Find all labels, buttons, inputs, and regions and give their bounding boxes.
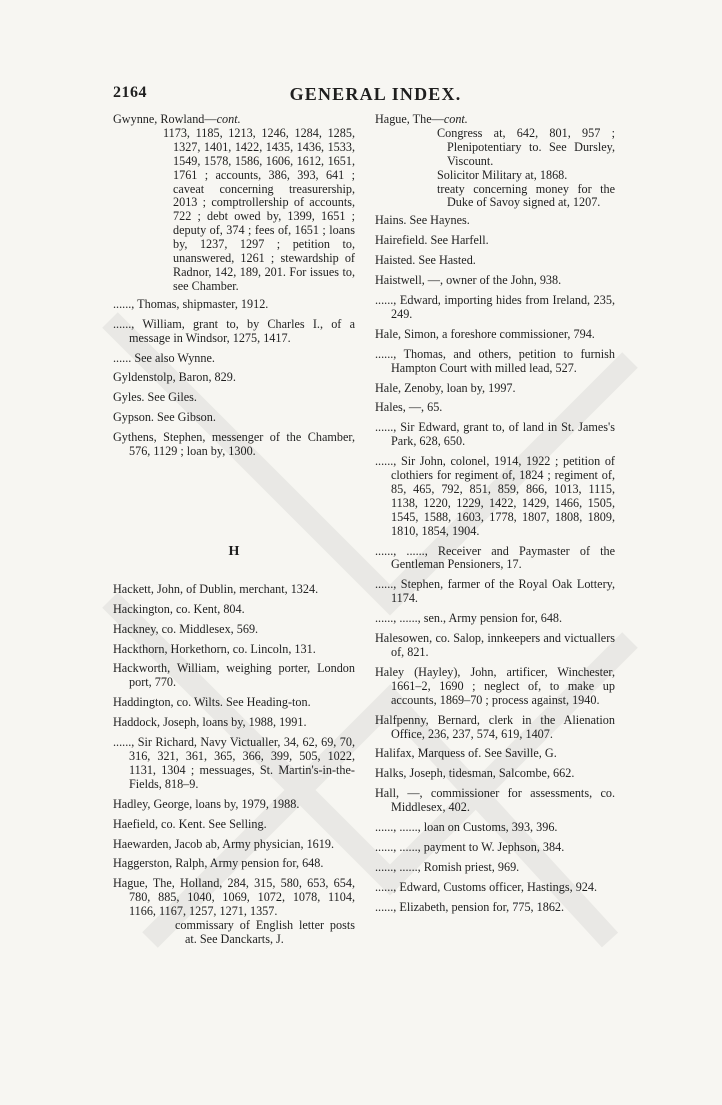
- index-entry: ......, ......, Receiver and Paymaster of the Gentleman Pensioners, 17.: [375, 543, 615, 572]
- index-entry: Hall, —, commissioner for assessments, co. Middlesex, 402.: [375, 786, 615, 815]
- index-entry: Gythens, Stephen, messenger of the Chamber, 576, 1129 ; loan by, 1300.: [113, 430, 355, 459]
- sub-entry: treaty concerning money for the Duke of Savoy signed at, 1207.: [437, 181, 615, 210]
- index-entry: Halks, Joseph, tidesman, Salcombe, 662.: [375, 766, 575, 781]
- index-entry: Halifax, Marquess of. See Saville, G.: [375, 746, 557, 761]
- index-entry: ......, ......, payment to W. Jephson, 384.: [375, 839, 565, 854]
- index-entry: Hains. See Haynes.: [375, 213, 470, 228]
- index-entry: ......, ......, Romish priest, 969.: [375, 859, 520, 874]
- index-entry: Haefield, co. Kent. See Selling.: [113, 816, 267, 831]
- index-entry: Hales, —, 65.: [375, 400, 443, 415]
- index-entry: Hackett, John, of Dublin, merchant, 1324.: [113, 581, 319, 596]
- index-entry: Hague, The, Holland, 284, 315, 580, 653, 654, 780, 885, 1040, 1069, 1072, 1078, 1104, 1166, 1167, 1257, 1271, 1357. commissary of English letter posts at. See Danckarts, J.: [113, 876, 355, 946]
- right-column: [375, 113, 615, 921]
- index-entry: ......, William, grant to, by Charles I., of a message in Windsor, 1275, 1417.: [113, 316, 355, 345]
- index-entry: ......, Sir John, colonel, 1914, 1922 ; petition of clothiers for regiment of, 1824 ; regiment of, 85, 465, 792, 851, 859, 866, 1013, 1115, 1138, 1220, 1229, 1422, 1429, 1466, 1505, 1545, 1588, 1603, 1778, 1807, 1808, 1809, 1810, 1854, 1904.: [375, 454, 615, 538]
- index-entry: Hackney, co. Middlesex, 569.: [113, 621, 259, 636]
- index-entry: ......, ......, loan on Customs, 393, 396.: [375, 820, 558, 835]
- sub-entry: commissary of English letter posts at. See Danckarts, J.: [175, 918, 355, 946]
- index-entry: ......, Edward, Customs officer, Hastings, 924.: [375, 879, 598, 894]
- index-entry: Haddington, co. Wilts. See Heading-ton.: [113, 695, 311, 710]
- index-entry: Gwynne, Rowland—cont. 1173, 1185, 1213, 1246, 1284, 1285, 1327, 1401, 1422, 1435, 1436, 1533, 1549, 1578, 1586, 1606, 1612, 1651, 1761 ; accounts, 386, 393, 641 ; caveat concerning treasurership, 2013 ; comptrollership of accounts, 722 ; debt owed by, 1399, 1651 ; deputy of, 374 ; fees of, 1651 ; loans by, 1237, 1297 ; petition to, unanswered, 1261 ; stewardship of Radnor, 142, 189, 201. For issues to, see Chamber.: [113, 112, 355, 293]
- index-entry: ......, Elizabeth, pension for, 775, 1862.: [375, 899, 565, 914]
- index-entry: Hale, Zenoby, loan by, 1997.: [375, 380, 516, 395]
- running-title: GENERAL INDEX.: [289, 84, 462, 104]
- index-entry: Hale, Simon, a foreshore commissioner, 794.: [375, 326, 595, 341]
- section-letter: H: [228, 543, 240, 559]
- index-entry: ......, Stephen, farmer of the Royal Oak Lottery, 1174.: [375, 577, 615, 606]
- sub-entry: Solicitor Military at, 1868.: [437, 167, 568, 182]
- index-entry: Halesowen, co. Salop, innkeepers and victuallers of, 821.: [375, 631, 615, 659]
- left-column: [113, 113, 355, 953]
- page-number: 2164: [113, 84, 147, 101]
- index-entry: Gypson. See Gibson.: [113, 410, 216, 425]
- index-entry: ...... See also Wynne.: [113, 350, 215, 365]
- index-entry: Haisted. See Hasted.: [375, 253, 476, 268]
- index-entry: Gyldenstolp, Baron, 829.: [113, 370, 236, 385]
- index-entry: ......, Edward, importing hides from Ireland, 235, 249.: [375, 292, 615, 321]
- index-entry: Haewarden, Jacob ab, Army physician, 1619.: [113, 836, 335, 851]
- sub-entry: Congress at, 642, 801, 957 ; Plenipotentiary to. See Dursley, Viscount.: [437, 125, 615, 168]
- index-entry: Hague, The—cont. Congress at, 642, 801, 957 ; Plenipotentiary to. See Dursley, Viscount. Solicitor Military at, 1868. treaty concerning money for the Duke of Savoy signed at, 1207.: [375, 112, 615, 210]
- index-entry: ......, Thomas, shipmaster, 1912.: [113, 296, 269, 311]
- index-entry: ......, Sir Edward, grant to, of land in St. James's Park, 628, 650.: [375, 420, 615, 449]
- index-entry: Haley (Hayley), John, artificer, Winchester, 1661–2, 1690 ; neglect of, to make up accounts, 1869–70 ; process against, 1940.: [375, 664, 615, 707]
- index-entry: Gyles. See Giles.: [113, 390, 197, 405]
- index-entry: Hackington, co. Kent, 804.: [113, 601, 245, 616]
- page-header: [113, 84, 638, 106]
- index-entry: Halfpenny, Bernard, clerk in the Alienation Office, 236, 237, 574, 619, 1407.: [375, 712, 615, 741]
- index-entry: Hackworth, William, weighing porter, London port, 770.: [113, 661, 355, 690]
- index-entry: Hackthorn, Horkethorn, co. Lincoln, 131.: [113, 641, 316, 656]
- index-entry: Haddock, Joseph, loans by, 1988, 1991.: [113, 715, 307, 730]
- index-entry: ......, Sir Richard, Navy Victualler, 34, 62, 69, 70, 316, 321, 361, 365, 366, 399, 505, 1022, 1131, 1304 ; messuages, St. Martin's-in-the-Fields, 818–9.: [113, 735, 355, 791]
- index-entry: Haggerston, Ralph, Army pension for, 648.: [113, 856, 324, 871]
- index-entry: ......, ......, sen., Army pension for, 648.: [375, 611, 563, 626]
- entry-continuation: 1173, 1185, 1213, 1246, 1284, 1285, 1327, 1401, 1422, 1435, 1436, 1533, 1549, 1578, 1586, 1606, 1612, 1651, 1761 ; accounts, 386, 393, 641 ; caveat concerning treasurership, 2013 ; comptrollership of accounts, 722 ; debt owed by, 1399, 1651 ; deputy of, 374 ; fees of, 1651 ; loans by, 1237, 1297 ; petition to, unanswered, 1261 ; stewardship of Radnor, 142, 189, 201. For issues to, see Chamber.: [163, 125, 355, 293]
- index-entry: Haistwell, —, owner of the John, 938.: [375, 273, 562, 288]
- index-entry: Hadley, George, loans by, 1979, 1988.: [113, 796, 300, 811]
- index-entry: ......, Thomas, and others, petition to furnish Hampton Court with milled lead, 527.: [375, 346, 615, 375]
- index-entry: Hairefield. See Harfell.: [375, 233, 489, 248]
